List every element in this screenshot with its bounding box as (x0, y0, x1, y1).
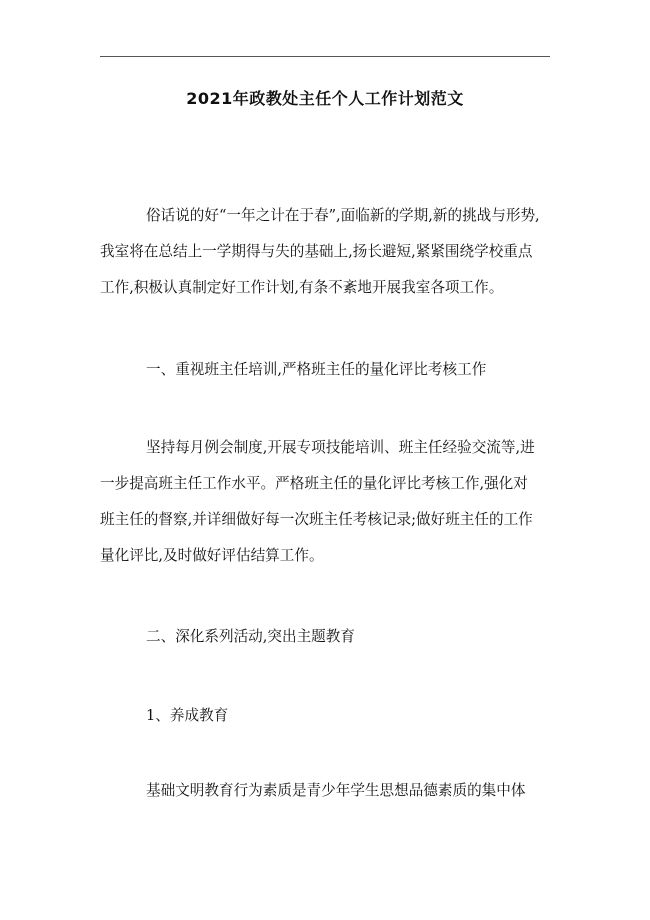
section-1-line-3: 班主任的督察,并详细做好每一次班主任考核记录;做好班主任的工作 (100, 511, 533, 528)
header-rule (100, 56, 550, 57)
section-1-paragraph (100, 430, 552, 574)
intro-line-2: 我室将在总结上一学期得与失的基础上,扬长避短,紧紧围绕学校重点 (100, 243, 533, 260)
section-1-line-1: 坚持每月例会制度,开展专项技能培训、班主任经验交流等,进 (146, 439, 535, 456)
document-title: 2021年政教处主任个人工作计划范文 (186, 89, 464, 108)
intro-line-1: 俗话说的好“一年之计在于春”,面临新的学期,新的挑战与形势, (146, 207, 540, 224)
section-1-line-2: 一步提高班主任工作水平。严格班主任的量化评比考核工作,强化对 (100, 475, 528, 492)
section-1-line-4: 量化评比,及时做好评估结算工作。 (100, 547, 324, 564)
subsection-1-heading: 1、养成教育 (146, 707, 229, 724)
section-2-heading: 二、深化系列活动,突出主题教育 (146, 628, 355, 645)
subsection-1-line-1: 基础文明教育行为素质是青少年学生思想品德素质的集中体 (146, 782, 526, 799)
section-1-heading: 一、重视班主任培训,严格班主任的量化评比考核工作 (146, 361, 487, 378)
intro-paragraph (100, 198, 552, 306)
intro-line-3: 工作,积极认真制定好工作计划,有条不紊地开展我室各项工作。 (100, 279, 504, 296)
subsection-1-paragraph (100, 773, 552, 809)
